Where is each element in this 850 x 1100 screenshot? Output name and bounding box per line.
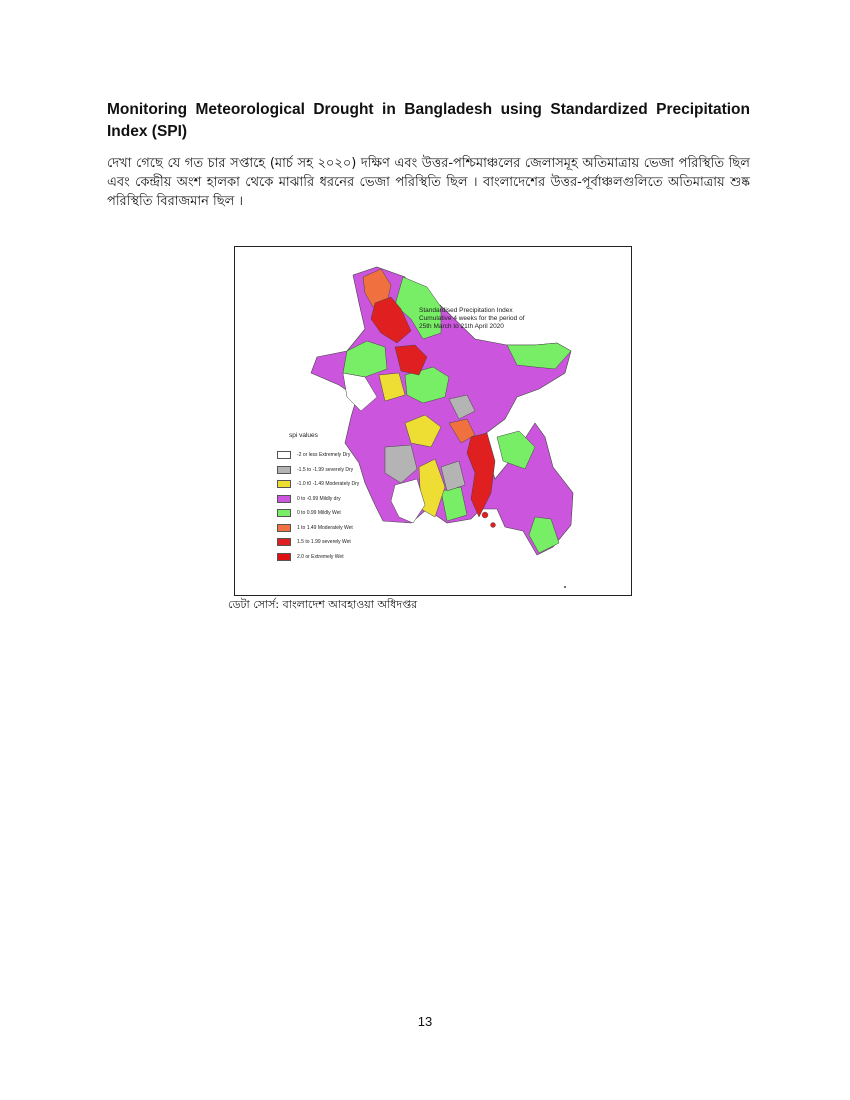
legend-swatch [277, 538, 291, 546]
legend-title: spi values [289, 432, 318, 439]
spi-legend [277, 448, 359, 564]
legend-label: -1.0 t0 -1.49 Moderately Dry [297, 481, 360, 488]
legend-item [277, 492, 359, 507]
legend-label: 0 to 0.99 Mildly Wet [297, 510, 341, 517]
legend-item [277, 535, 359, 550]
legend-swatch [277, 495, 291, 503]
map-island [491, 523, 496, 528]
legend-item [277, 448, 359, 463]
legend-label: 1.5 to 1.99 severely Wet [297, 539, 351, 546]
spi-map-figure [234, 246, 632, 596]
document-heading: Monitoring Meteorological Drought in Bangladesh using Standardized Precipitation Index (SPI) [107, 101, 750, 140]
map-island [564, 586, 566, 588]
page-number: 13 [417, 1014, 433, 1029]
map-title-line-2: Cumulative 4 weeks for the period of [419, 315, 525, 322]
figure-caption: ডেটা সোর্স: বাংলাদেশ আবহাওয়া অধিদপ্তর [228, 598, 418, 611]
map-island [482, 512, 488, 518]
legend-swatch [277, 451, 291, 459]
legend-item [277, 550, 359, 565]
map-region-green-west [343, 341, 387, 377]
legend-swatch [277, 524, 291, 532]
legend-swatch [277, 509, 291, 517]
legend-label: -2 or less Extremely Dry [297, 452, 351, 459]
legend-swatch [277, 553, 291, 561]
map-title [419, 307, 579, 331]
legend-label: 2.0 or Extremely Wet [297, 553, 344, 560]
legend-item [277, 463, 359, 478]
map-title-line-3: 25th March to 21th April 2020 [419, 323, 504, 330]
legend-item [277, 477, 359, 492]
summary-paragraph: দেখা গেছে যে গত চার সপ্তাহে (মার্চ সহ ২০২০) দক্ষিণ এবং উত্তর-পশ্চিমাঞ্চলের জেলাসমূহ অতিমাত্রায় ভেজা পরিস্থিতি ছিল এবং কেন্দ্রীয় অংশ হালকা থেকে মাঝারি ধরনের ভেজা পরিস্থিতি ছিল । বাংলাদেশের উত্তর-পূর্বাঞ্চলগুলিতে অতিমাত্রায় শুষ্ক পরিস্থিতি বিরাজমান ছিল । [107, 156, 750, 209]
legend-label: 1 to 1.49 Moderately Wet [297, 524, 353, 531]
legend-item [277, 506, 359, 521]
legend-swatch [277, 480, 291, 488]
legend-item [277, 521, 359, 536]
legend-label: -1.5 to -1.99 severely Dry [297, 466, 354, 473]
legend-label: 0 to -0.99 Mildly dry [297, 495, 341, 502]
map-title-line-1: Standardised Precipitation Index [419, 307, 513, 314]
legend-swatch [277, 466, 291, 474]
